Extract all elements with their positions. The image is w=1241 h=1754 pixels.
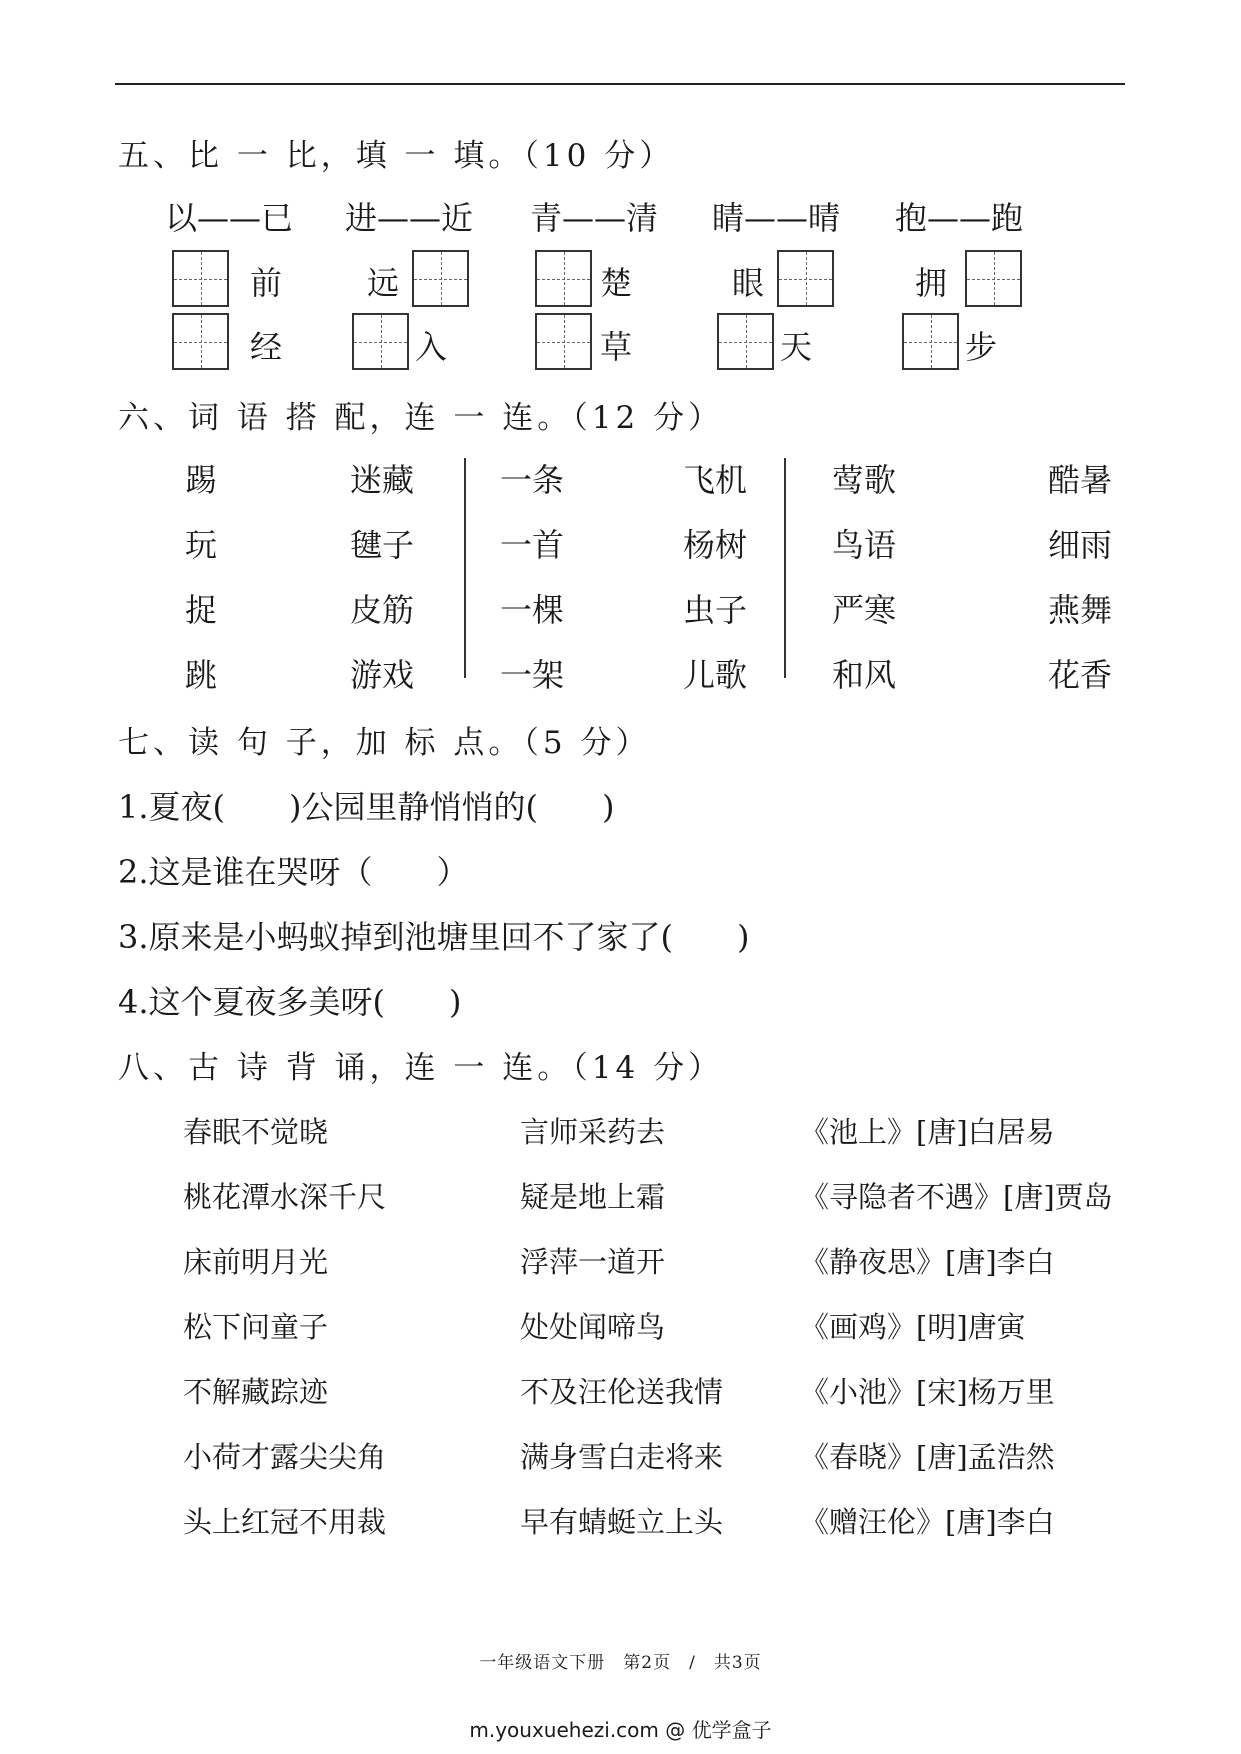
- match-word[interactable]: 游戏: [350, 656, 415, 694]
- compare-pair: 青——清: [530, 199, 659, 237]
- match-word[interactable]: 虫子: [683, 591, 748, 629]
- fill-in-box[interactable]: [412, 250, 469, 307]
- poem-line[interactable]: 浮萍一道开: [520, 1245, 666, 1279]
- match-word[interactable]: 细雨: [1048, 526, 1113, 564]
- match-word[interactable]: 鸟语: [832, 526, 897, 564]
- match-word[interactable]: 花香: [1048, 656, 1113, 694]
- section7-title: 七、读 句 子，加 标 点。（5 分）: [118, 725, 651, 761]
- fill-char: 经: [250, 328, 283, 366]
- poem-line[interactable]: 疑是地上霜: [520, 1180, 666, 1214]
- compare-pair: 进——近: [345, 199, 474, 237]
- match-word[interactable]: 一架: [500, 656, 565, 694]
- section5-title: 五、比 一 比，填 一 填。（10 分）: [118, 138, 675, 174]
- poem-line[interactable]: 满身雪白走将来: [520, 1440, 724, 1474]
- poem-line[interactable]: 松下问童子: [183, 1310, 329, 1344]
- section8-title: 八、古 诗 背 诵，连 一 连。（14 分）: [118, 1050, 724, 1086]
- poem-title[interactable]: 《小池》[宋]杨万里: [800, 1375, 1055, 1409]
- match-word[interactable]: 严寒: [832, 591, 897, 629]
- match-word[interactable]: 捉: [185, 591, 218, 629]
- match-word[interactable]: 儿歌: [683, 656, 748, 694]
- match-word[interactable]: 酷暑: [1048, 461, 1113, 499]
- fill-in-box[interactable]: [172, 250, 229, 307]
- match-word[interactable]: 皮筋: [350, 591, 415, 629]
- poem-line[interactable]: 春眠不觉晓: [183, 1115, 329, 1149]
- match-word[interactable]: 迷藏: [350, 461, 415, 499]
- match-word[interactable]: 燕舞: [1048, 591, 1113, 629]
- poem-title[interactable]: 《静夜思》[唐]李白: [800, 1245, 1055, 1279]
- poem-line[interactable]: 不及汪伦送我情: [520, 1375, 724, 1409]
- divider: [464, 458, 466, 678]
- poem-line[interactable]: 不解藏踪迹: [183, 1375, 329, 1409]
- match-word[interactable]: 一首: [500, 526, 565, 564]
- match-word[interactable]: 和风: [832, 656, 897, 694]
- poem-title[interactable]: 《春晓》[唐]孟浩然: [800, 1440, 1055, 1474]
- divider: [784, 458, 786, 678]
- punctuation-sentence[interactable]: 3.原来是小蚂蚁掉到池塘里回不了家了( ): [118, 918, 750, 956]
- poem-line[interactable]: 言师采药去: [520, 1115, 666, 1149]
- fill-char: 远: [367, 264, 400, 302]
- fill-char: 拥: [915, 264, 948, 302]
- compare-pair: 以——已: [165, 199, 294, 237]
- fill-char: 步: [965, 328, 998, 366]
- match-word[interactable]: 一棵: [500, 591, 565, 629]
- poem-title[interactable]: 《画鸡》[明]唐寅: [800, 1310, 1026, 1344]
- poem-title[interactable]: 《寻隐者不遇》[唐]贾岛: [800, 1180, 1113, 1214]
- compare-pair: 睛——晴: [712, 199, 841, 237]
- fill-in-box[interactable]: [172, 313, 229, 370]
- punctuation-sentence[interactable]: 4.这个夏夜多美呀( ): [118, 983, 462, 1021]
- match-word[interactable]: 莺歌: [832, 461, 897, 499]
- fill-in-box[interactable]: [535, 313, 592, 370]
- match-word[interactable]: 玩: [185, 526, 218, 564]
- poem-title[interactable]: 《池上》[唐]白居易: [800, 1115, 1055, 1149]
- match-word[interactable]: 飞机: [683, 461, 748, 499]
- fill-in-box[interactable]: [352, 313, 409, 370]
- compare-pair: 抱——跑: [895, 199, 1024, 237]
- fill-char: 入: [415, 328, 448, 366]
- site-watermark: m.youxuehezi.com @ 优学盒子: [469, 1718, 772, 1742]
- page-footer: 一年级语文下册 第2页 / 共3页: [479, 1653, 762, 1673]
- fill-in-box[interactable]: [902, 313, 959, 370]
- poem-line[interactable]: 桃花潭水深千尺: [183, 1180, 387, 1214]
- punctuation-sentence[interactable]: 2.这是谁在哭呀（ ）: [118, 853, 469, 891]
- poem-line[interactable]: 早有蜻蜓立上头: [520, 1505, 724, 1539]
- match-word[interactable]: 踢: [185, 461, 218, 499]
- fill-char: 楚: [600, 264, 633, 302]
- match-word[interactable]: 杨树: [683, 526, 748, 564]
- poem-line[interactable]: 小荷才露尖尖角: [183, 1440, 387, 1474]
- poem-line[interactable]: 头上红冠不用裁: [183, 1505, 387, 1539]
- fill-char: 草: [600, 328, 633, 366]
- poem-line[interactable]: 床前明月光: [183, 1245, 329, 1279]
- match-word[interactable]: 毽子: [350, 526, 415, 564]
- poem-title[interactable]: 《赠汪伦》[唐]李白: [800, 1505, 1055, 1539]
- fill-in-box[interactable]: [535, 250, 592, 307]
- fill-char: 天: [780, 328, 813, 366]
- section6-title: 六、词 语 搭 配，连 一 连。（12 分）: [118, 400, 724, 436]
- punctuation-sentence[interactable]: 1.夏夜( )公园里静悄悄的( ): [118, 788, 615, 826]
- fill-in-box[interactable]: [965, 250, 1022, 307]
- match-word[interactable]: 一条: [500, 461, 565, 499]
- fill-char: 眼: [732, 264, 765, 302]
- fill-in-box[interactable]: [717, 313, 774, 370]
- top-rule: [115, 83, 1125, 85]
- fill-char: 前: [250, 264, 283, 302]
- fill-in-box[interactable]: [777, 250, 834, 307]
- poem-line[interactable]: 处处闻啼鸟: [520, 1310, 666, 1344]
- match-word[interactable]: 跳: [185, 656, 218, 694]
